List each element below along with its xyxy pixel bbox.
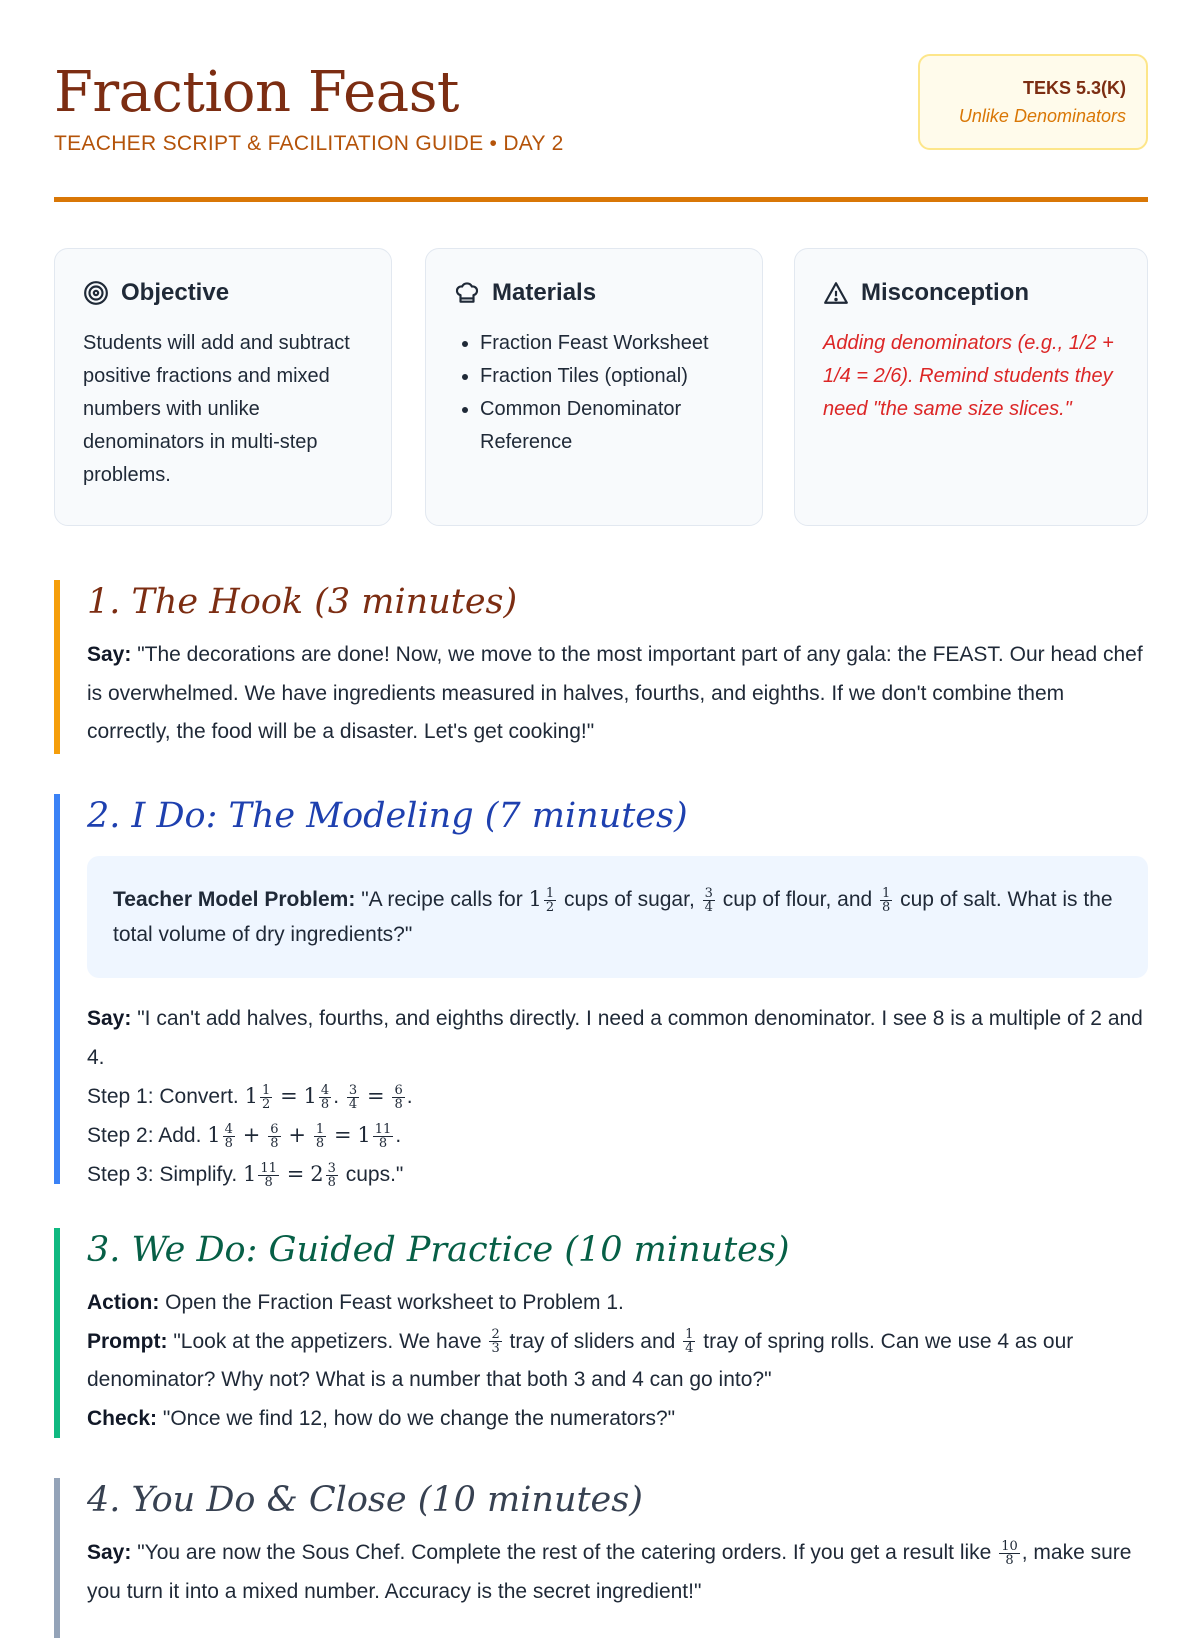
info-cards [54,248,1148,526]
whole-number: 1 [207,1123,221,1147]
fraction-1-2 [544,887,556,914]
denominator: 8 [270,1135,279,1151]
numerator: 1 [685,1327,694,1343]
numerator: 1 [315,1121,325,1137]
fraction-4-8 [223,1123,235,1150]
whole-number: 1 [303,1084,317,1108]
whole-number: 1 [357,1123,371,1147]
denominator: 4 [704,899,713,915]
whole-number: 1 [528,887,542,911]
numerator: 3 [327,1160,336,1176]
fraction-1-4 [683,1328,695,1355]
denominator: 8 [394,1096,403,1112]
page-title: Fraction Feast [54,60,459,125]
action-text: Open the Fraction Feast worksheet to Problem 1. [165,1291,624,1314]
fraction-1-8 [880,887,892,914]
misconception-card [794,248,1148,526]
numerator: 10 [1001,1538,1018,1554]
equals-sign: = [286,1162,305,1186]
fraction-1-8 [314,1123,326,1150]
whole-number: 1 [243,1162,257,1186]
numerator: 2 [491,1327,500,1343]
whole-number: 1 [244,1084,258,1108]
numerator: 4 [320,1082,330,1098]
fraction-11-8 [258,1162,279,1189]
materials-item: • Fraction Tiles (optional) [480,360,736,393]
fraction-11-8 [373,1123,394,1150]
denominator: 8 [1005,1552,1014,1568]
equals-sign: = [280,1084,298,1108]
numerator: 11 [260,1160,277,1176]
numerator: 1 [261,1082,271,1098]
lesson-page [54,0,1148,1603]
fraction-3-8 [326,1162,338,1189]
i-do-body [87,1000,1148,1077]
fraction-3-4 [347,1084,359,1111]
teks-badge [918,54,1148,150]
step-3 [87,1155,1148,1194]
model-text: cup of salt. What is the total volume of dry ingredients?" [113,888,1113,946]
teks-code: TEKS 5.3(K) [1022,78,1126,98]
denominator: 8 [378,1135,388,1151]
model-label: Teacher Model Problem: [113,888,356,911]
materials-title: Materials [492,279,597,306]
prompt-line [87,1323,1148,1400]
numerator: 1 [882,885,891,901]
denominator: 8 [315,1135,325,1151]
i-do-say-text: "I can't add halves, fourths, and eighths directly. I need a common denominator. I see 8 is a multiple of 2 and 4. [87,1007,1143,1069]
chef-hat-icon [454,280,480,306]
denominator: 8 [264,1174,273,1190]
step-label: Step 1: Convert. [87,1085,239,1108]
you-do-say-text: , make sure you turn it into a mixed number. Accuracy is the secret ingredient!" [87,1541,1132,1603]
fraction-10-8 [999,1540,1020,1567]
model-text: "A recipe calls for [361,888,529,911]
objective-text: Students will add and subtract positive fractions and mixed numbers with unlike denominators in multi-step problems. [83,332,350,486]
numerator: 6 [270,1121,279,1137]
action-label: Action: [87,1291,160,1314]
target-icon [83,280,109,306]
section-we-do [54,1228,1148,1438]
step-label: Step 3: Simplify. [87,1163,238,1186]
objective-heading [83,279,365,307]
materials-heading [454,279,736,307]
section-you-do [54,1478,1148,1638]
you-do-say-text: "You are now the Sous Chef. Complete the rest of the catering orders. If you get a result like [137,1541,998,1564]
denominator: 3 [491,1341,500,1357]
objective-title: Objective [121,279,230,306]
say-label: Say: [87,643,132,666]
model-text: cups of sugar, [558,888,701,911]
hook-say-text: "The decorations are done! Now, we move to the most important part of any gala: the FEAST. Our head chef is overwhelmed. We have ingredients measured in halves, fourths, and eighths. If we don't combine them correctly, the food will be a disaster. Let's get cooking!" [87,643,1143,743]
numerator: 1 [545,885,555,901]
you-do-body [87,1534,1148,1611]
step-suffix: cups." [339,1163,404,1186]
teks-topic: Unlike Denominators [958,106,1126,126]
we-do-title: 3. We Do: Guided Practice (10 minutes) [87,1230,790,1270]
plus-sign: + [242,1123,261,1147]
say-label: Say: [87,1541,132,1564]
materials-item: • Common Denominator Reference [480,393,736,459]
fraction-6-8 [268,1123,280,1150]
section-hook [54,580,1148,754]
denominator: 4 [348,1096,358,1112]
step-1: Step 1: Convert. 1 $\frac{1}{2}$ = 1 $\frac{4}{8}$ . $\frac{3}{4}$ = $\frac{6}{8}$ . [87,1082,413,1112]
action-line [87,1284,1148,1323]
page-header [54,0,1148,202]
denominator: 8 [882,899,891,915]
fraction-1-2 [260,1084,272,1111]
denominator: 2 [261,1096,271,1112]
numerator: 11 [374,1121,392,1137]
fraction-3-4 [703,887,715,914]
numerator: 4 [224,1121,233,1137]
denominator: 8 [224,1135,233,1151]
prompt-text: "Look at the appetizers. We have [173,1329,488,1353]
objective-card [54,248,392,526]
warning-icon [823,280,849,306]
prompt-text: tray of sliders and [503,1329,682,1353]
materials-card [425,248,763,526]
i-do-title: 2. I Do: The Modeling (7 minutes) [87,796,688,836]
hook-title: 1. The Hook (3 minutes) [87,582,518,622]
plus-sign: + [288,1123,306,1147]
numerator: 3 [348,1082,358,1098]
section-i-do [54,794,1148,1190]
step-label: Step 2: Add. [87,1124,202,1147]
misconception-heading [823,279,1121,307]
prompt-label: Prompt: [87,1329,168,1353]
equals-sign: = [333,1123,352,1147]
page-subtitle: TEACHER SCRIPT & FACILITATION GUIDE • DAY 2 [54,132,564,155]
you-do-title: 4. You Do & Close (10 minutes) [87,1480,643,1520]
denominator: 4 [685,1341,694,1357]
denominator: 2 [545,899,555,915]
say-label: Say: [87,1007,132,1030]
check-text: "Once we find 12, how do we change the numerators?" [162,1406,676,1430]
check-line [87,1400,1148,1439]
we-do-body [87,1284,1148,1438]
materials-list [454,327,736,459]
denominator: 8 [320,1096,330,1112]
numerator: 3 [704,885,713,901]
fraction-2-3 [489,1328,501,1355]
fraction-6-8 [392,1084,404,1111]
misconception-title: Misconception [861,279,1030,306]
step-2: Step 2: Add. 1 $\frac{4}{8}$ + $\frac{6}{8}$ + $\frac{1}{8}$ = 1 $\frac{11}{8}$ . [87,1121,402,1151]
misconception-text: Adding denominators (e.g., 1/2 + 1/4 = 2/6). Remind students they need "the same size slices." [823,332,1114,420]
denominator: 8 [327,1174,336,1190]
fraction-4-8 [319,1084,331,1111]
materials-item: • Fraction Feast Worksheet [480,327,736,360]
whole-number: 2 [310,1162,324,1186]
model-text: cup of flour, and [716,888,879,911]
check-label: Check: [87,1406,158,1430]
equals-sign: = [367,1084,385,1108]
numerator: 6 [394,1082,403,1098]
prompt-text: tray of spring rolls. Can we use 4 as our denominator? Why not? What is a number that both 3 and 4 can go into?" [87,1329,1074,1391]
hook-body [87,636,1148,752]
model-problem-box [87,856,1148,978]
